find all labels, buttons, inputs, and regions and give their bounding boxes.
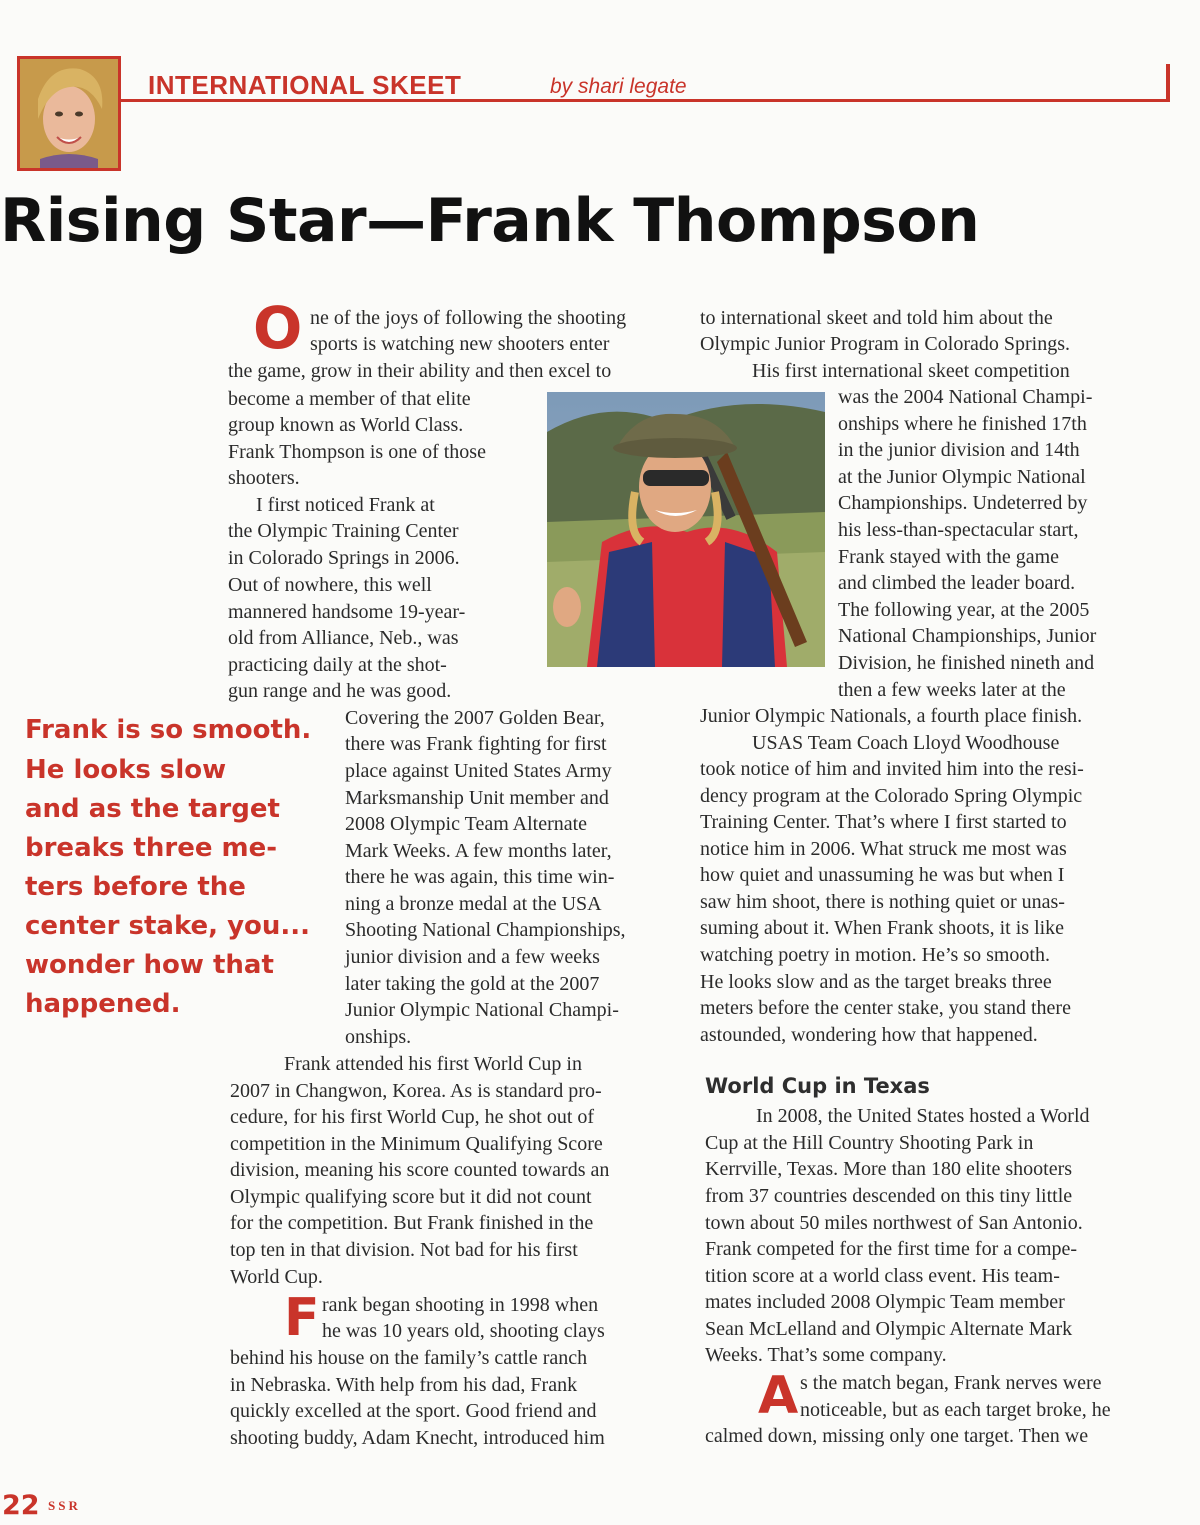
- text-line: the game, grow in their ability and then excel to: [228, 360, 612, 382]
- pull-quote-line: happened.: [25, 989, 181, 1019]
- pull-quote-line: Frank is so smooth.: [25, 715, 312, 745]
- text-line: Shooting National Championships,: [345, 919, 626, 941]
- text-line: division, meaning his score counted towards an: [230, 1159, 610, 1181]
- text-line: then a few weeks later at the: [838, 679, 1066, 701]
- text-line: watching poetry in motion. He’s so smooth.: [700, 944, 1050, 966]
- text-line: Frank stayed with the game: [838, 546, 1060, 568]
- pull-quote-line: wonder how that: [25, 950, 274, 980]
- text-line: Frank competed for the first time for a compe-: [705, 1238, 1078, 1260]
- text-line: Out of nowhere, this well: [228, 574, 432, 596]
- text-line: sports is watching new shooters enter: [310, 333, 610, 355]
- text-line: Championships. Undeterred by: [838, 492, 1088, 514]
- text-line: Covering the 2007 Golden Bear,: [345, 707, 605, 729]
- text-line: he was 10 years old, shooting clays: [322, 1320, 605, 1342]
- text-line: notice him in 2006. What struck me most was: [700, 838, 1067, 860]
- drop-cap-a: A: [758, 1366, 799, 1426]
- text-line: town about 50 miles northwest of San Antonio.: [705, 1212, 1083, 1234]
- text-line: suming about it. When Frank shoots, it is like: [700, 917, 1065, 939]
- text-line: Cup at the Hill Country Shooting Park in: [705, 1132, 1034, 1154]
- text-line: 2007 in Changwon, Korea. As is standard pro-: [230, 1080, 602, 1102]
- text-line: later taking the gold at the 2007: [345, 973, 600, 995]
- text-line: place against United States Army: [345, 760, 612, 782]
- text-line: ne of the joys of following the shooting: [310, 307, 627, 329]
- text-line: shooters.: [228, 467, 300, 489]
- text-line: mates included 2008 Olympic Team member: [705, 1291, 1065, 1313]
- text-line: s the match began, Frank nerves were: [800, 1372, 1102, 1394]
- text-line: noticeable, but as each target broke, he: [800, 1399, 1111, 1421]
- pull-quote-line: He looks slow: [25, 755, 227, 785]
- text-line: at the Junior Olympic National: [838, 466, 1086, 488]
- text-line: In 2008, the United States hosted a World: [756, 1105, 1090, 1127]
- text-line: mannered handsome 19-year-: [228, 601, 466, 623]
- text-line: USAS Team Coach Lloyd Woodhouse: [752, 732, 1060, 754]
- text-line: the Olympic Training Center: [228, 520, 459, 542]
- text-line: Kerrville, Texas. More than 180 elite shooters: [705, 1158, 1073, 1180]
- page-title: Rising Star—Frank Thompson: [0, 186, 980, 256]
- text-line: calmed down, missing only one target. Then we: [705, 1425, 1089, 1447]
- text-line: National Championships, Junior: [838, 625, 1097, 647]
- text-line: junior division and a few weeks: [345, 946, 600, 968]
- text-line: The following year, at the 2005: [838, 599, 1090, 621]
- text-line: Junior Olympic National Champi-: [345, 999, 619, 1021]
- text-line: Mark Weeks. A few months later,: [345, 840, 612, 862]
- text-line: top ten in that division. Not bad for his first: [230, 1239, 578, 1261]
- text-line: 2008 Olympic Team Alternate: [345, 813, 588, 835]
- text-line: Marksmanship Unit member and: [345, 787, 609, 809]
- text-line: Olympic Junior Program in Colorado Springs.: [700, 333, 1070, 355]
- text-line: Training Center. That’s where I first started to: [700, 811, 1067, 833]
- text-line: tition score at a world class event. His team-: [705, 1265, 1060, 1287]
- text-line: from 37 countries descended on this tiny little: [705, 1185, 1073, 1207]
- text-line: competition in the Minimum Qualifying Score: [230, 1133, 603, 1155]
- drop-cap-f: F: [284, 1288, 320, 1348]
- pull-quote-line: ters before the: [25, 872, 246, 902]
- text-line: saw him shoot, there is nothing quiet or unas-: [700, 891, 1065, 913]
- drop-cap-o: O: [253, 294, 303, 362]
- text-line: practicing daily at the shot-: [228, 654, 447, 676]
- pull-quote-line: center stake, you...: [25, 911, 311, 941]
- text-line: Frank Thompson is one of those: [228, 441, 486, 463]
- text-line: old from Alliance, Neb., was: [228, 627, 459, 649]
- text-line: Weeks. That’s some company.: [705, 1344, 947, 1366]
- text-line: ning a bronze medal at the USA: [345, 893, 602, 915]
- text-line: quickly excelled at the sport. Good friend and: [230, 1400, 597, 1422]
- text-line: how quiet and unassuming he was but when I: [700, 864, 1065, 886]
- text-line: Olympic qualifying score but it did not count: [230, 1186, 592, 1208]
- text-line: Junior Olympic Nationals, a fourth place finish.: [700, 705, 1083, 727]
- text-line: I first noticed Frank at: [256, 494, 435, 516]
- text-line: onships where he finished 17th: [838, 413, 1087, 435]
- text-line: onships.: [345, 1026, 412, 1048]
- text-line: dency program at the Colorado Spring Olympic: [700, 785, 1083, 807]
- text-line: meters before the center stake, you stand there: [700, 997, 1071, 1019]
- text-line: shooting buddy, Adam Knecht, introduced him: [230, 1427, 605, 1449]
- text-line: there he was again, this time win-: [345, 866, 615, 888]
- text-line: there was Frank fighting for first: [345, 733, 607, 755]
- pull-quote-line: and as the target: [25, 794, 280, 824]
- text-line: Division, he finished nineth and: [838, 652, 1095, 674]
- text-line: to international skeet and told him about the: [700, 307, 1053, 329]
- byline: by shari legate: [550, 75, 687, 98]
- text-line: become a member of that elite: [228, 388, 471, 410]
- text-line: behind his house on the family’s cattle ranch: [230, 1347, 588, 1369]
- magazine-name: SSR: [48, 1498, 81, 1513]
- text-line: in Nebraska. With help from his dad, Frank: [230, 1374, 578, 1396]
- pull-quote-line: breaks three me-: [25, 833, 278, 863]
- text-line: took notice of him and invited him into the resi-: [700, 758, 1084, 780]
- text-line: Frank attended his first World Cup in: [284, 1053, 582, 1075]
- text-line: group known as World Class.: [228, 414, 464, 436]
- column-name: INTERNATIONAL SKEET: [148, 70, 462, 100]
- section-subhead: World Cup in Texas: [705, 1074, 930, 1098]
- text-line: astounded, wondering how that happened.: [700, 1024, 1038, 1046]
- text-line: and climbed the leader board.: [838, 572, 1076, 594]
- text-line: rank began shooting in 1998 when: [322, 1294, 599, 1316]
- author-headshot: [17, 56, 121, 171]
- text-line: His first international skeet competition: [752, 360, 1070, 382]
- page-number: 22: [2, 1490, 40, 1521]
- text-line: his less-than-spectacular start,: [838, 519, 1079, 541]
- text-line: in the junior division and 14th: [838, 439, 1080, 461]
- text-line: was the 2004 National Champi-: [838, 386, 1093, 408]
- frank-thompson-photo: [547, 392, 825, 667]
- text-line: in Colorado Springs in 2006.: [228, 547, 460, 569]
- text-line: gun range and he was good.: [228, 680, 452, 702]
- text-line: for the competition. But Frank finished in the: [230, 1212, 594, 1234]
- text-line: Sean McLelland and Olympic Alternate Mark: [705, 1318, 1073, 1340]
- text-line: cedure, for his first World Cup, he shot out of: [230, 1106, 595, 1128]
- text-line: World Cup.: [230, 1266, 323, 1288]
- text-line: He looks slow and as the target breaks three: [700, 971, 1052, 993]
